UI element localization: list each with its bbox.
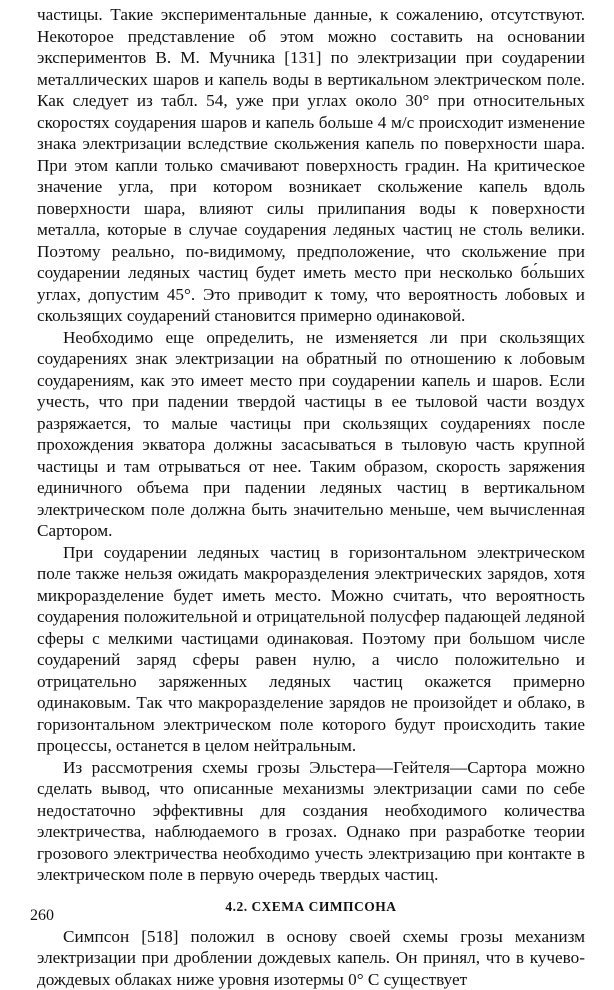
paragraph-scattering: Необходимо еще определить, не изменяется ли при скользящих соударениях знак электризации на обратный по отношению к лобовым соударениям, как это имеет место при соударении капель и шаров. Если учесть, что при падении твердой частицы в ее тыловой части воздух разряжается, то малые частицы при скользящих соударениях после прохождения экватора должны засасываться в тыловую часть крупной частицы и там отрываться от нее. Таким образом, скорость заряжения единичного объема при падении ледяных частиц в вертикальном электрическом поле должна быть значительно меньше, чем вычисленная Сартором. [37, 327, 585, 542]
paragraph-simpson: Симпсон [518] положил в основу своей схемы грозы механизм электризации при дроблении дождевых капель. Он принял, что в кучево-дождевых облаках ниже уровня изотермы 0° С существует [37, 926, 585, 990]
section-heading: 4.2. СХЕМА СИМПСОНА [37, 898, 585, 916]
page-number: 260 [30, 906, 54, 926]
paragraph-conclusion: Из рассмотрения схемы грозы Эльстера—Гейтеля—Сартора можно сделать вывод, что описанные механизмы электризации сами по себе недостаточно эффективны для создания необходимого количества электричества, наблюдаемого в грозах. Однако при разработке теории грозового электричества необходимо учесть электризацию при контакте в электрическом поле в первую очередь твердых частиц. [37, 757, 585, 886]
paragraph-horizontal-field: При соударении ледяных частиц в горизонтальном электрическом поле также нельзя ожидать макроразделения электрических зарядов, хотя микроразделение будет иметь место. Можно считать, что вероятность соударения положительной и отрицательной полусфер падающей ледяной сферы с мелкими частицами одинаковая. Поэтому при большом числе соударений заряд сферы равен нулю, а число положительно и отрицательно заряженных ледяных частиц окажется примерно одинаковым. Так что макроразделение зарядов не произойдет и облако, в горизонтальном электрическом поле которого будут происходить такие процессы, останется в целом нейтральным. [37, 542, 585, 757]
paragraph-continuation: частицы. Такие экспериментальные данные, к сожалению, отсутствуют. Некоторое представление об этом можно составить на основании экспериментов В. М. Мучника [131] по электризации при соударении металлических шаров и капель воды в вертикальном электрическом поле. Как следует из табл. 54, уже при углах около 30° при относительных скоростях соударения шаров и капель больше 4 м/с происходит изменение знака электризации вследствие скольжения капель по поверхности шара. При этом капли только смачивают поверхность градин. На критическое значение угла, при котором возникает скольжение капель вдоль поверхности шара, влияют силы прилипания воды к поверхности металла, которые в случае соударения ледяных частиц не столь велики. Поэтому реально, по-видимому, предположение, что скольжение при соударении ледяных частиц будет иметь место при несколько бо́льших углах, допустим 45°. Это приводит к тому, что вероятность лобовых и скользящих соударений становится примерно одинаковой. [37, 4, 585, 327]
page-body [37, 4, 585, 990]
